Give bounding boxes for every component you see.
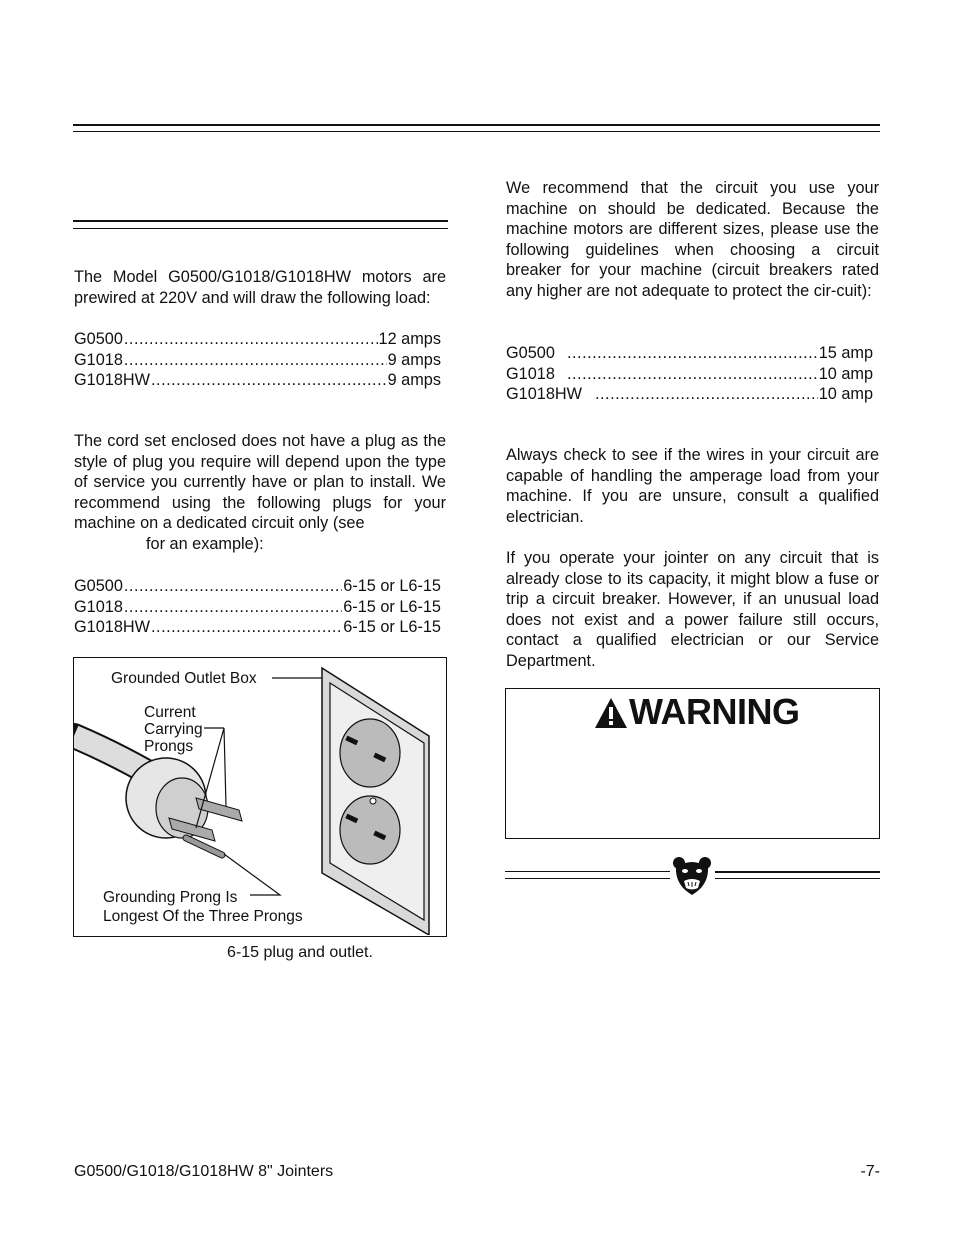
header-rule-thin xyxy=(73,131,880,132)
list-item-value: 12 amps xyxy=(378,330,441,348)
cord-text: The cord set enclosed does not have a plug as the style of plug you require will depend upon the type of service you currently have or plan to install. We recommend using the following plugs for your machine on a dedicated circuit only (see xyxy=(74,432,446,533)
label-current-1: Current xyxy=(144,704,196,721)
list-item-model: G1018HW xyxy=(74,371,151,390)
intro-text: The Model G0500/G1018/G1018HW motors are prewired at 220V and will draw the following load: xyxy=(74,268,446,307)
list-item xyxy=(74,597,441,618)
list-item xyxy=(506,364,873,385)
dedicated-paragraph xyxy=(506,178,879,302)
breaker-list xyxy=(506,343,873,405)
list-item-value: 6-15 or L6-15 xyxy=(343,597,441,616)
cord-text-tail: for an example): xyxy=(146,534,264,553)
list-item-value: 9 amps xyxy=(387,350,441,369)
list-item-value: 6-15 or L6-15 xyxy=(343,618,441,637)
list-item-value: 10 amp xyxy=(818,385,873,404)
capacity-text: If you operate your jointer on any circuit that is already close to its capacity, it might blow a fuse or trip a circuit breaker. However, if an unusual load does not exist and a power failure still occurs, contact a qualified electrician or our Service Department. xyxy=(506,549,879,670)
intro-paragraph xyxy=(74,267,446,308)
section-rule-thin xyxy=(73,228,448,229)
list-item xyxy=(74,576,441,597)
label-outlet-box: Grounded Outlet Box xyxy=(111,670,257,687)
list-item xyxy=(74,370,441,391)
wires-text: Always check to see if the wires in your circuit are capable of handling the amperage load from your machine. If you are unsure, consult a qualified electrician. xyxy=(506,446,879,526)
list-item-model: G1018HW xyxy=(506,385,583,404)
list-item-value: 6-15 or L6-15 xyxy=(343,577,441,595)
plug-list xyxy=(74,576,441,638)
list-item-model: G1018 xyxy=(74,597,123,616)
label-ground-2: Longest Of the Three Prongs xyxy=(103,908,303,925)
label-current-3: Prongs xyxy=(144,738,194,755)
list-item-value: 10 amp xyxy=(818,364,873,383)
list-item-model: G0500 xyxy=(74,330,123,348)
lower-receptacle xyxy=(340,796,400,864)
label-current-2: Carrying xyxy=(144,721,203,738)
label-ground-1: Grounding Prong Is xyxy=(103,889,238,906)
section-rule-thick xyxy=(73,220,448,222)
list-item xyxy=(74,617,441,638)
divider-rule xyxy=(505,871,670,872)
list-item-model: G1018 xyxy=(506,364,555,383)
list-item xyxy=(74,350,441,371)
load-list xyxy=(74,329,441,391)
divider-rule xyxy=(715,878,880,879)
warning-title: WARNING xyxy=(629,691,800,732)
wires-paragraph xyxy=(506,445,879,527)
warning-triangle-icon xyxy=(594,697,628,729)
list-item xyxy=(506,384,873,405)
plate-screw xyxy=(370,798,376,804)
figure-caption: 6-15 plug and outlet. xyxy=(227,944,373,961)
cord-paragraph xyxy=(74,431,446,555)
list-item xyxy=(506,343,873,364)
list-item-value: 9 amps xyxy=(387,371,441,390)
list-item-model: G0500 xyxy=(74,577,123,595)
plug-outlet-illustration xyxy=(74,658,445,935)
divider-rule xyxy=(505,878,670,879)
page-number: -7- xyxy=(860,1163,880,1180)
dedicated-text: We recommend that the circuit you use your machine on should be dedicated. Because the machine motors are different sizes, please use the following guidelines when choosing a circuit breaker for your machine (circuit breakers rated any higher are not adequate to protect the cir-cuit): xyxy=(506,179,879,300)
footer-title: G0500/G1018/G1018HW 8" Jointers xyxy=(74,1163,334,1180)
divider-rule xyxy=(715,871,880,873)
warning-box xyxy=(505,688,880,839)
list-item-value: 15 amp xyxy=(818,344,873,362)
header-rule-thick xyxy=(73,124,880,126)
capacity-paragraph xyxy=(506,548,879,672)
list-item-model: G1018HW xyxy=(74,618,151,637)
upper-receptacle xyxy=(340,719,400,787)
list-item xyxy=(74,329,441,350)
bear-logo-icon xyxy=(671,855,713,897)
list-item-model: G1018 xyxy=(74,350,123,369)
list-item-model: G0500 xyxy=(506,344,555,362)
plug-outlet-figure xyxy=(73,657,447,937)
